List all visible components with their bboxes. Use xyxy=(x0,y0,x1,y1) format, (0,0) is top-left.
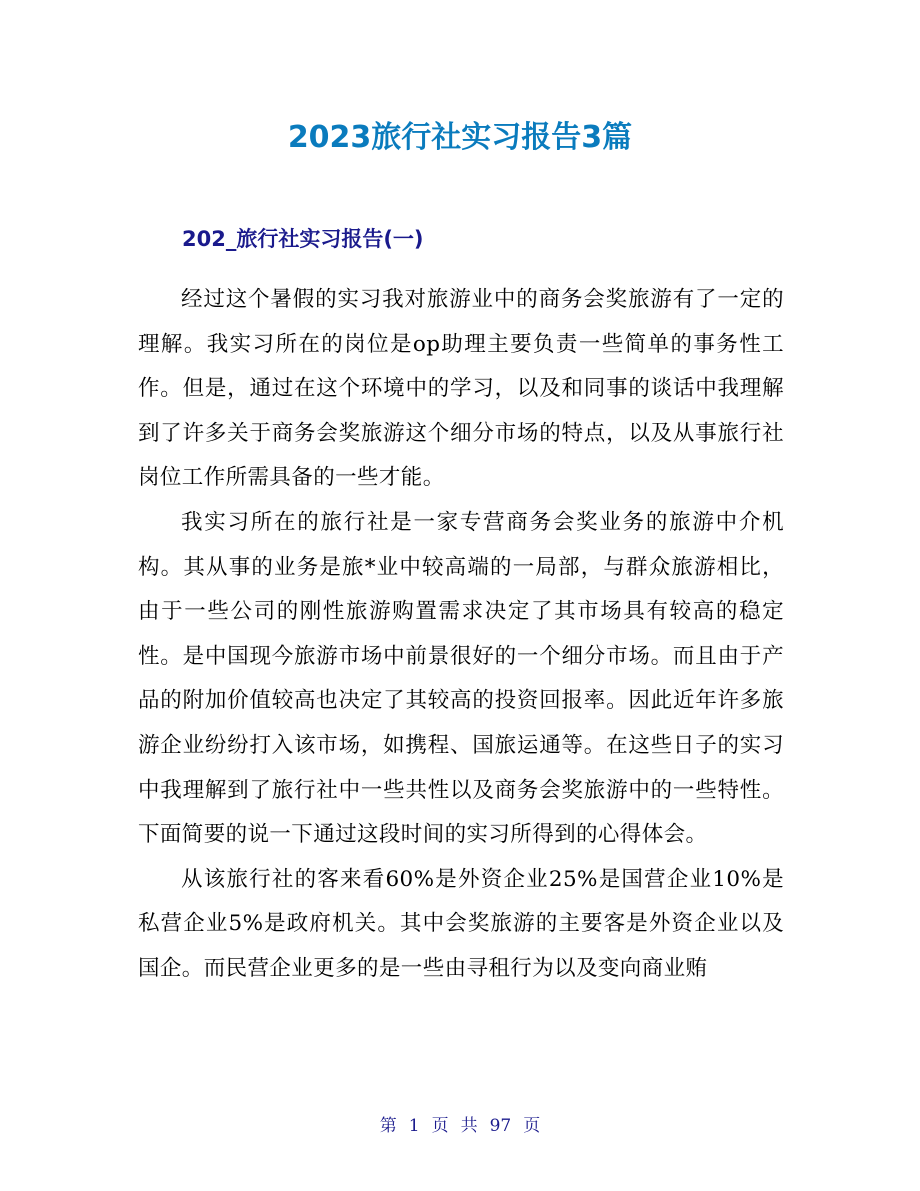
footer-current-page: 1 xyxy=(408,1116,420,1136)
body-paragraph-1: 经过这个暑假的实习我对旅游业中的商务会奖旅游有了一定的理解。我实习所在的岗位是op助理主要负责一些简单的事务性工作。但是，通过在这个环境中的学习，以及和同事的谈话中我理解到了许多关于商务会奖旅游这个细分市场的特点，以及从事旅行社岗位工作所需具备的一些才能。 xyxy=(138,287,784,491)
footer-total-label: 共 xyxy=(460,1116,478,1136)
body-paragraph-3: 从该旅行社的客来看60%是外资企业25%是国营企业10%是私营企业5%是政府机关。其中会奖旅游的主要客是外资企业以及国企。而民营企业更多的是一些由寻租行为以及变向商业贿 xyxy=(138,866,784,981)
section-heading: 202_旅行社实习报告(一) xyxy=(182,227,424,251)
page-footer xyxy=(0,1114,920,1138)
footer-total-unit: 页 xyxy=(523,1116,541,1136)
body-paragraph-2: 我实习所在的旅行社是一家专营商务会奖业务的旅游中介机构。其从事的业务是旅*业中较高端的一局部，与群众旅游相比，由于一些公司的刚性旅游购置需求决定了其市场具有较高的稳定性。是中国现今旅游市场中前景很好的一个细分市场。而且由于产品的附加价值较高也决定了其较高的投资回报率。因此近年许多旅游企业纷纷打入该市场，如携程、国旅运通等。在这些日子的实习中我理解到了旅行社中一些共性以及商务会奖旅游中的一些特性。下面简要的说一下通过这段时间的实习所得到的心得体会。 xyxy=(138,509,784,848)
footer-page-label: 第 xyxy=(379,1116,397,1136)
footer-page-unit: 页 xyxy=(431,1116,449,1136)
document-title: 2023旅行社实习报告3篇 xyxy=(287,120,633,155)
footer-total-pages: 97 xyxy=(489,1116,512,1136)
document-body xyxy=(138,278,784,992)
